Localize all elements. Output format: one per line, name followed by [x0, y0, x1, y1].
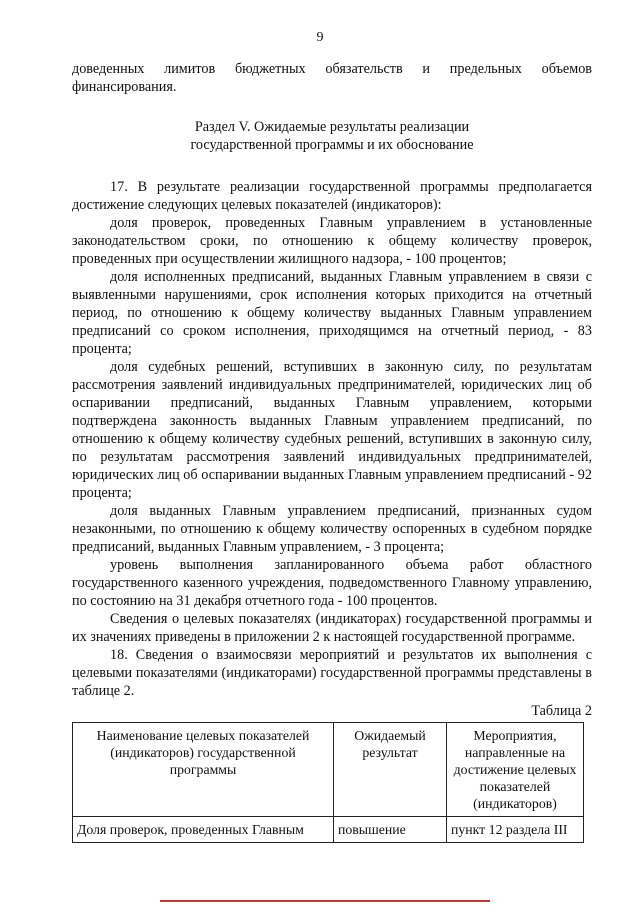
table-row [73, 817, 584, 843]
scan-edge-mark [160, 900, 490, 902]
paragraph-info: Сведения о целевых показателях (индикаторах) государственной программы и их значениях приведены в приложении 2 к настоящей государственной программе. [72, 611, 592, 645]
section-heading-line-1: Раздел V. Ожидаемые результаты реализации [194, 119, 470, 135]
page-number: 9 [316, 30, 324, 45]
table-header-cell: Наименование целевых показателей (индикаторов) государственной программы [73, 723, 334, 817]
section-heading [72, 118, 592, 154]
paragraph-continuation: доведенных лимитов бюджетных обязательств и предельных объемов финансирования. [72, 61, 592, 95]
paragraph-work-level: уровень выполнения запланированного объема работ областного государственного казенного учреждения, подведомственного Главному управлению, по состоянию на 31 декабря отчетного года - 100 процентов. [72, 557, 592, 609]
targets-table [72, 722, 584, 843]
table-cell: повышение [334, 817, 447, 843]
table-caption: Таблица 2 [531, 703, 592, 719]
table-cell: пункт 12 раздела III [447, 817, 584, 843]
table-header-cell: Ожидаемый результат [334, 723, 447, 817]
document-body [72, 60, 592, 843]
table-cell: Доля проверок, проведенных Главным [73, 817, 334, 843]
table-header-row [73, 723, 584, 817]
paragraph-court-decisions: доля судебных решений, вступивших в законную силу, по результатам рассмотрения заявлений индивидуальных предпринимателей, юридических лиц об оспаривании предписаний, выданных Главным управлением, которыми подтверждена законность выданных Главным управлением предписаний, по отношению к общему количеству судебных решений, вступивших в законную силу, по результатам рассмотрения заявлений индивидуальных предпринимателей, юридических лиц об оспаривании выданных Главным управлением предписаний - 92 процента; [72, 359, 592, 501]
paragraph-illegal-orders: доля выданных Главным управлением предписаний, признанных судом незаконными, по отношению к общему количеству оспоренных в судебном порядке предписаний, выданных Главным управлением, - 3 процента; [72, 503, 592, 555]
section-heading-line-2: государственной программы и их обоснование [190, 137, 474, 153]
paragraph-orders: доля исполненных предписаний, выданных Главным управлением в связи с выявленными нарушениями, срок исполнения которых приходится на отчетный период, по отношению к общему количеству выданных Главным управлением предписаний со сроком исполнения, приходящимся на отчетный период, - 83 процента; [72, 269, 592, 357]
paragraph-inspections: доля проверок, проведенных Главным управлением в установленные законодательством сроки, по отношению к общему количеству проверок, проведенных при осуществлении жилищного надзора, - 100 процентов; [72, 215, 592, 267]
table-header-cell: Мероприятия, направленные на достижение целевых показателей (индикаторов) [447, 723, 584, 817]
paragraph-18: 18. Сведения о взаимосвязи мероприятий и результатов их выполнения с целевыми показателями (индикаторами) государственной программы представлены в таблице 2. [72, 647, 592, 699]
paragraph-17-intro: 17. В результате реализации государственной программы предполагается достижение следующих целевых показателей (индикаторов): [72, 179, 592, 213]
